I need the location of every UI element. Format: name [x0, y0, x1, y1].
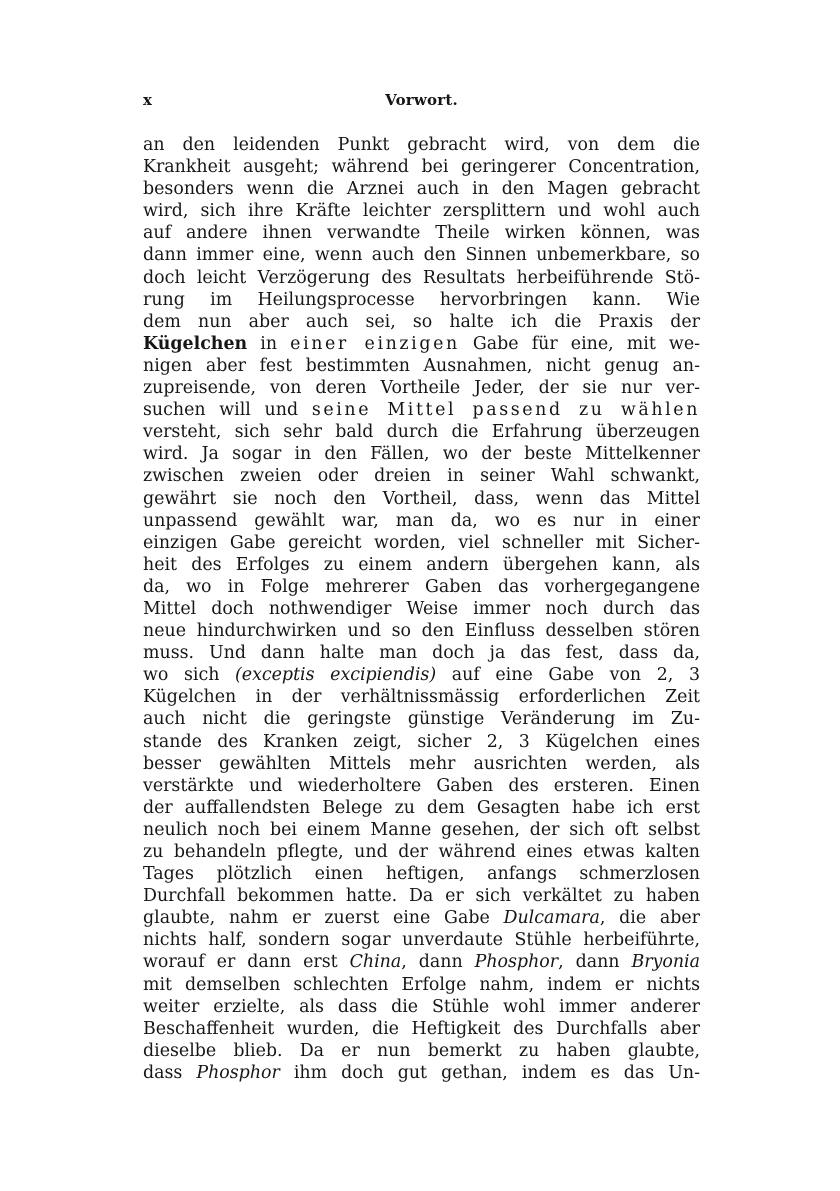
bold-text: Kügelchen — [143, 333, 248, 354]
text-segment: versteht, sich sehr bald durch die Erfahrung überzeugen — [143, 422, 700, 443]
text-line — [143, 996, 700, 1018]
text-segment: unpassend gewählt war, man da, wo es nur in einer — [143, 510, 700, 531]
text-line — [143, 753, 700, 775]
text-segment: wo sich — [143, 665, 236, 686]
italic-text: Dulcamara — [503, 908, 600, 929]
spaced-text: seine Mittel passend zu wählen — [311, 400, 700, 421]
text-segment: einzigen Gabe gereicht worden, viel schneller mit Sicher- — [143, 532, 700, 553]
text-line — [143, 819, 700, 841]
running-title: Vorwort. — [385, 91, 458, 109]
text-line — [143, 421, 700, 443]
text-line — [143, 355, 700, 377]
text-line — [143, 510, 700, 532]
text-line — [143, 1040, 700, 1062]
text-segment: rung im Heilungsprocesse hervorbringen kann. Wie — [143, 289, 700, 310]
text-segment: besser gewählten Mittels mehr ausrichten werden, als — [143, 753, 700, 774]
text-segment: Tages plötzlich einen heftigen, anfangs schmerzlosen — [143, 864, 700, 885]
text-line — [143, 1018, 700, 1040]
text-line — [143, 929, 700, 951]
text-segment: zwischen zweien oder dreien in seiner Wahl schwankt, — [143, 466, 700, 487]
text-segment: Krankheit ausgeht; während bei geringerer Concentration, — [143, 157, 700, 178]
text-segment: dass — [143, 1062, 197, 1083]
text-segment: suchen will und — [143, 400, 312, 421]
text-line — [143, 1062, 700, 1084]
text-segment: Mittel doch nothwendiger Weise immer noch durch das — [143, 598, 700, 619]
text-segment: gewährt sie noch den Vortheil, dass, wenn das Mittel — [143, 488, 700, 509]
text-segment: mit demselben schlechten Erfolge nahm, indem er nichts — [143, 974, 700, 995]
text-segment: Beschaffenheit wurden, die Heftigkeit des Durchfalls aber — [143, 1018, 700, 1039]
text-segment: ihm doch gut gethan, indem es das Un- — [279, 1062, 700, 1083]
text-line — [143, 576, 700, 598]
text-segment: verstärkte und wiederholtere Gaben des ersteren. Einen — [143, 775, 700, 796]
text-segment: glaubte, nahm er zuerst eine Gabe — [143, 908, 504, 929]
text-line — [143, 974, 700, 996]
text-line — [143, 200, 700, 222]
text-line — [143, 686, 700, 708]
text-line — [143, 863, 700, 885]
text-segment: auch nicht die geringste günstige Veränderung im Zu- — [143, 709, 700, 730]
text-line — [143, 951, 700, 973]
text-line — [143, 399, 700, 421]
italic-text: Phosphor — [474, 952, 559, 973]
text-segment: wird. Ja sogar in den Fällen, wo der beste Mittelkenner — [143, 444, 700, 465]
text-line — [143, 311, 700, 333]
text-segment: , dann — [558, 952, 632, 973]
text-segment: muss. Und dann halte man doch ja das fest, dass da, — [143, 643, 700, 664]
text-line — [143, 134, 700, 156]
spaced-text: einer einzigen — [290, 333, 460, 354]
page-number: x — [143, 91, 152, 109]
text-line — [143, 620, 700, 642]
text-segment: neulich noch bei einem Manne gesehen, der sich oft selbst — [143, 819, 700, 840]
running-head — [143, 91, 700, 111]
text-line — [143, 642, 700, 664]
text-segment: dieselbe blieb. Da er nun bemerkt zu haben glaubte, — [143, 1040, 700, 1061]
italic-text: China — [349, 952, 402, 973]
body-text — [143, 134, 700, 1084]
text-line — [143, 178, 700, 200]
text-line — [143, 554, 700, 576]
italic-text: Bryonia — [631, 952, 700, 973]
text-line — [143, 377, 700, 399]
text-segment: zupreisende, von deren Vortheile Jeder, der sie nur ver- — [143, 378, 700, 399]
text-segment: , dann — [401, 952, 475, 973]
text-line — [143, 443, 700, 465]
text-line — [143, 598, 700, 620]
text-line — [143, 488, 700, 510]
text-line — [143, 267, 700, 289]
text-segment: wird, sich ihre Kräfte leichter zersplittern und wohl auch — [143, 201, 700, 222]
text-segment: , die aber — [599, 908, 700, 929]
text-line — [143, 708, 700, 730]
text-segment: neue hindurchwirken und so den Einfluss desselben stören — [143, 621, 700, 642]
text-line — [143, 797, 700, 819]
text-segment: auf andere ihnen verwandte Theile wirken können, was — [143, 223, 700, 244]
text-line — [143, 885, 700, 907]
text-segment: weiter erzielte, als dass die Stühle wohl immer anderer — [143, 996, 700, 1017]
text-line — [143, 731, 700, 753]
text-line — [143, 664, 700, 686]
text-segment: da, wo in Folge mehrerer Gaben das vorhergegangene — [143, 576, 700, 597]
text-segment: nichts half, sondern sogar unverdaute Stühle herbeiführte, — [143, 930, 700, 951]
text-segment: Gabe für eine, mit we- — [459, 333, 700, 354]
text-segment: worauf er dann erst — [143, 952, 350, 973]
text-segment: der auffallendsten Belege zu dem Gesagten habe ich erst — [143, 797, 700, 818]
text-line — [143, 907, 700, 929]
text-line — [143, 222, 700, 244]
italic-text: (exceptis excipiendis) — [235, 665, 437, 686]
text-line — [143, 333, 700, 355]
text-line — [143, 841, 700, 863]
text-line — [143, 775, 700, 797]
text-segment: stande des Kranken zeigt, sicher 2, 3 Kügelchen eines — [143, 731, 700, 752]
text-segment: doch leicht Verzögerung des Resultats herbeiführende Stö- — [143, 267, 700, 288]
text-segment: dann immer eine, wenn auch den Sinnen unbemerkbare, so — [143, 245, 700, 266]
text-segment: an den leidenden Punkt gebracht wird, von dem die — [143, 135, 700, 155]
text-line — [143, 289, 700, 311]
text-segment: in — [247, 333, 291, 354]
text-line — [143, 244, 700, 266]
text-segment: Kügelchen in der verhältnissmässig erforderlichen Zeit — [143, 687, 700, 708]
text-line — [143, 465, 700, 487]
text-segment: besonders wenn die Arznei auch in den Magen gebracht — [143, 179, 700, 200]
italic-text: Phosphor — [196, 1062, 280, 1083]
text-segment: dem nun aber auch sei, so halte ich die Praxis der — [143, 311, 700, 332]
text-line — [143, 156, 700, 178]
text-line — [143, 532, 700, 554]
text-segment: Durchfall bekommen hatte. Da er sich verkältet zu haben — [143, 886, 700, 907]
text-segment: zu behandeln pflegte, und der während eines etwas kalten — [143, 842, 700, 862]
text-segment: auf eine Gabe von 2, 3 — [436, 665, 701, 686]
text-segment: nigen aber fest bestimmten Ausnahmen, nicht genug an- — [143, 355, 700, 376]
text-segment: heit des Erfolges zu einem andern übergehen kann, als — [143, 554, 700, 575]
